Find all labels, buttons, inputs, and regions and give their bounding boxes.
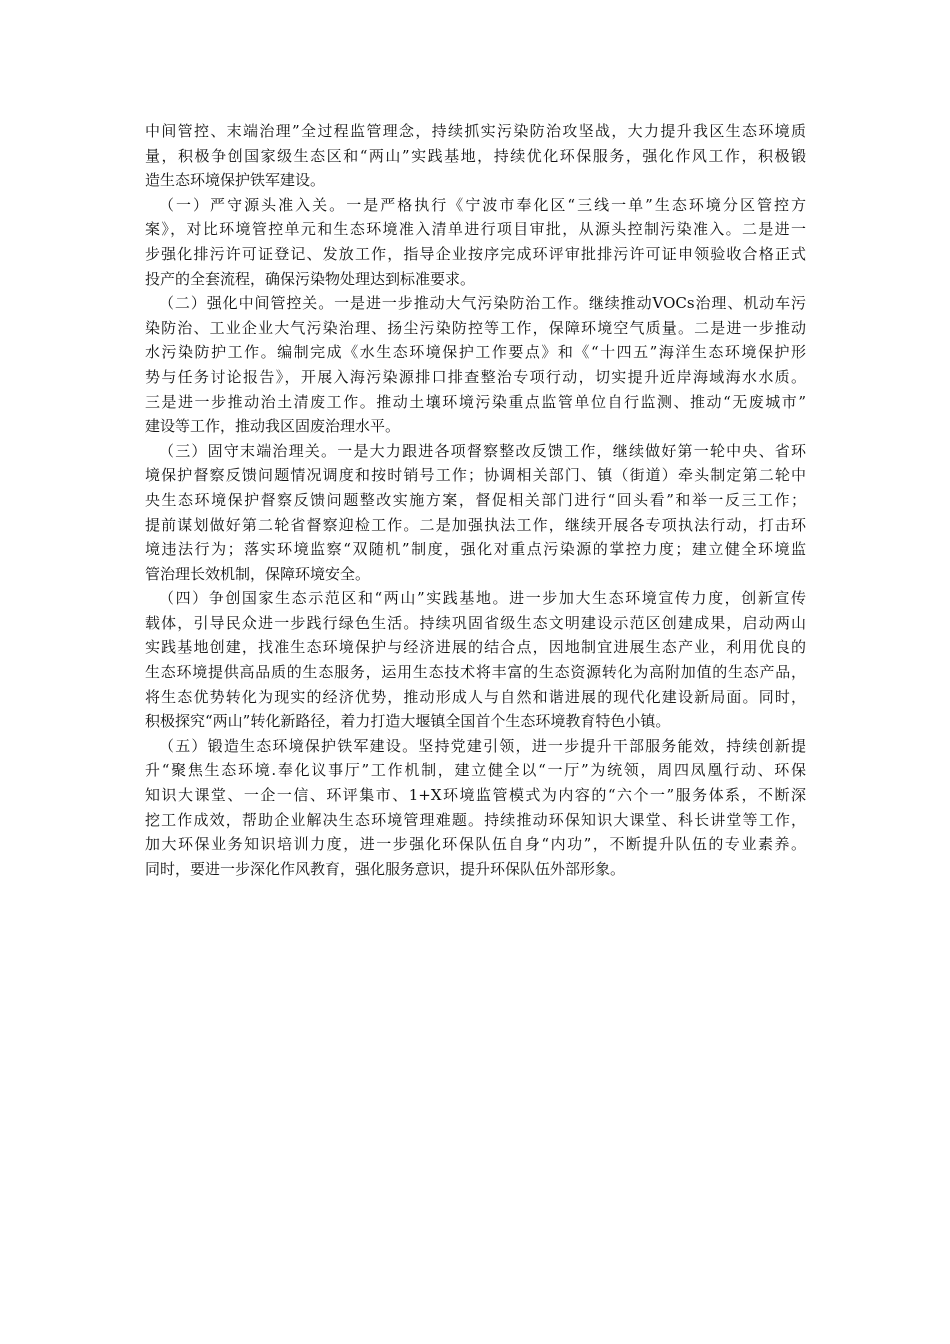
text-line: 生态环境提供高品质的生态服务，运用生态技术将丰富的生态资源转化为高附加值的生态产品，	[145, 663, 806, 682]
text-line: 境违法行为；落实环境监察“双随机”制度，强化对重点污染源的掌控力度；建立健全环境监	[145, 540, 806, 559]
text-line: 积极探究“两山”转化新路径，着力打造大堰镇全国首个生态环境教育特色小镇。	[145, 712, 671, 731]
text-line: （三）固守末端治理关。一是大力跟进各项督察整改反馈工作，继续做好第一轮中央、省环	[159, 441, 806, 460]
text-line: 央生态环境保护督察反馈问题整改实施方案，督促相关部门进行“回头看”和举一反三工作；	[145, 490, 806, 509]
text-line: 知识大课堂、一企一信、环评集市、1+X环境监管模式为内容的“六个一”服务体系，不断深	[145, 786, 806, 805]
text-line: 同时，要进一步深化作风教育，强化服务意识，提升环保队伍外部形象。	[145, 859, 626, 878]
paragraph	[145, 586, 806, 734]
text-line: 案》，对比环境管控单元和生态环境准入清单进行项目审批，从源头控制污染准入。二是进一	[145, 220, 806, 239]
text-line: 投产的全套流程，确保污染物处理达到标准要求。	[145, 269, 476, 288]
text-line: （五）锻造生态环境保护铁军建设。坚持党建引领，进一步提升干部服务能效，持续创新提	[159, 736, 806, 755]
text-line: 步强化排污许可证登记、发放工作，指导企业按序完成环评审批排污许可证申领验收合格正式	[145, 244, 806, 263]
text-line: 三是进一步推动治土清废工作。推动土壤环境污染重点监管单位自行监测、推动“无废城市”	[145, 392, 806, 411]
text-line: 建设等工作，推动我区固废治理水平。	[145, 417, 401, 436]
text-line: 挖工作成效，帮助企业解决生态环境管理难题。持续推动环保知识大课堂、科长讲堂等工作，	[145, 810, 806, 829]
text-line: 境保护督察反馈问题情况调度和按时销号工作；协调相关部门、镇（街道）牵头制定第二轮中	[145, 466, 806, 485]
text-line: （一）严守源头准入关。一是严格执行《宁波市奉化区“三线一单”生态环境分区管控方	[159, 195, 806, 214]
text-line: 量，积极争创国家级生态区和“两山”实践基地，持续优化环保服务，强化作风工作，积极锻	[145, 146, 806, 165]
paragraph	[145, 193, 806, 291]
paragraph	[145, 439, 806, 587]
text-line: 染防治、工业企业大气污染治理、扬尘污染防控等工作，保障环境空气质量。二是进一步推动	[145, 318, 806, 337]
paragraph	[145, 119, 806, 193]
text-line: 实践基地创建，找准生态环境保护与经济进展的结合点，因地制宜进展生态产业，利用优良的	[145, 638, 806, 657]
text-line: 势与任务讨论报告》，开展入海污染源排口排查整治专项行动，切实提升近岸海域海水水质。	[145, 367, 806, 386]
text-line: 载体，引导民众进一步践行绿色生活。持续巩固省级生态文明建设示范区创建成果，启动两山	[145, 613, 806, 632]
text-line: （四）争创国家生态示范区和“两山”实践基地。进一步加大生态环境宣传力度，创新宣传	[159, 589, 806, 608]
text-line: 中间管控、末端治理”全过程监管理念，持续抓实污染防治攻坚战，大力提升我区生态环境质	[145, 122, 806, 140]
text-line: 加大环保业务知识培训力度，进一步强化环保队伍自身“内功”，不断提升队伍的专业素养。	[145, 835, 806, 854]
text-line: 水污染防护工作。编制完成《水生态环境保护工作要点》和《“十四五”海洋生态环境保护形	[145, 343, 806, 362]
paragraph	[145, 734, 806, 882]
text-line: （二）强化中间管控关。一是进一步推动大气污染防治工作。继续推动VOCs治理、机动车污	[159, 294, 806, 313]
paragraph	[145, 291, 806, 439]
text-line: 将生态优势转化为现实的经济优势，推动形成人与自然和谐进展的现代化建设新局面。同时，	[145, 687, 806, 706]
text-line: 造生态环境保护铁军建设。	[145, 171, 326, 190]
text-line: 管治理长效机制，保障环境安全。	[145, 564, 371, 583]
document-body	[145, 119, 806, 881]
text-line: 升“聚焦生态环境.奉化议事厅”工作机制，建立健全以“一厅”为统领，周四凤凰行动、环保	[145, 761, 806, 780]
text-line: 提前谋划做好第二轮省督察迎检工作。二是加强执法工作，继续开展各专项执法行动，打击环	[145, 515, 806, 534]
